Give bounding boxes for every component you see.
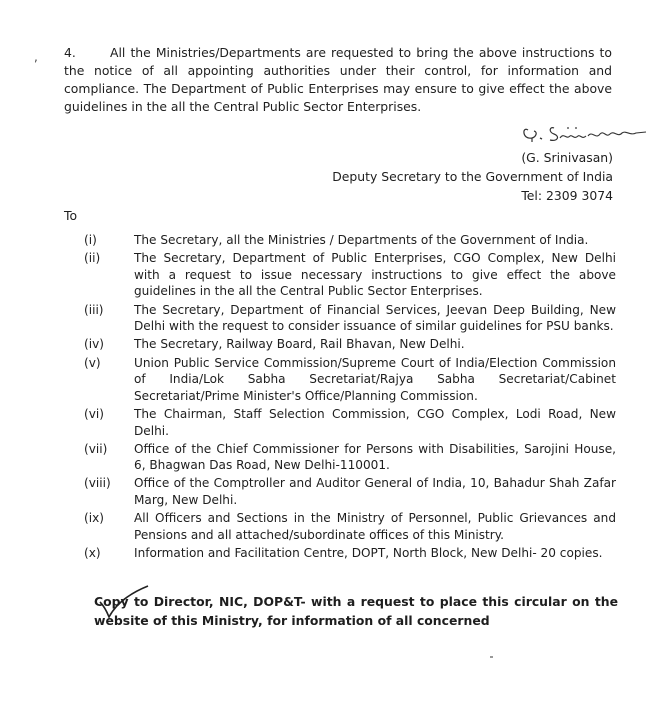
stray-mark: , xyxy=(34,50,38,64)
item-text: The Secretary, Department of Public Enterprises, CGO Complex, New Delhi with a request to issue necessary instructions to give effect the above guidelines in the all the Central Public Sector Enterprises. xyxy=(134,251,616,299)
item-number: (x) xyxy=(84,546,101,561)
list-item xyxy=(84,441,616,474)
signatory-tel: Tel: 2309 3074 xyxy=(521,188,613,203)
item-number: (ix) xyxy=(84,511,104,526)
item-number: (i) xyxy=(84,233,97,247)
item-text: Office of the Chief Commissioner for Persons with Disabilities, Sarojini House, 6, Bhagwan Das Road, New Delhi-110001. xyxy=(134,441,616,473)
item-text: Information and Facilitation Centre, DOPT, North Block, New Delhi- 20 copies. xyxy=(134,546,603,561)
list-item xyxy=(84,475,616,508)
item-number: (viii) xyxy=(84,476,111,491)
item-text: The Chairman, Staff Selection Commission, CGO Complex, Lodi Road, New Delhi. xyxy=(134,406,616,438)
paragraph-number: 4. xyxy=(64,45,76,60)
item-text: Union Public Service Commission/Supreme Court of India/Election Commission of India/Lok Sabha Secretariat/Rajya Sabha Secretariat/Cabinet Secretariat/Prime Minister's Office/Planning Commission. xyxy=(134,355,616,403)
copy-note: Copy to Director, NIC, DOP&T- with a request to place this circular on the website of this Ministry, for information of all concerned xyxy=(94,594,618,628)
item-text: Office of the Comptroller and Auditor General of India, 10, Bahadur Shah Zafar Marg, New Delhi. xyxy=(134,476,616,508)
list-item xyxy=(84,545,616,562)
recipient-list xyxy=(84,232,616,563)
signatory-designation: Deputy Secretary to the Government of India xyxy=(332,169,613,184)
item-text: All Officers and Sections in the Ministry of Personnel, Public Grievances and Pensions and all attached/subordinate offices of this Ministry. xyxy=(134,511,616,542)
item-number: (vi) xyxy=(84,406,104,421)
list-item xyxy=(84,510,616,543)
list-item xyxy=(84,250,616,300)
item-number: (v) xyxy=(84,355,101,370)
paragraph-text: All the Ministries/Departments are requested to bring the above instructions to the notice of all appointing authorities under their control, for information and compliance. The Department of Public Enterprises may ensure to give effect the above guidelines in the all the Central Public Sector Enterprises. xyxy=(64,45,612,114)
item-text: The Secretary, all the Ministries / Departments of the Government of India. xyxy=(134,233,589,247)
item-text: The Secretary, Department of Financial Services, Jeevan Deep Building, New Delhi with the request to consider issuance of similar guidelines for PSU banks. xyxy=(134,302,616,334)
to-label: To xyxy=(64,208,78,223)
signature-block xyxy=(332,148,613,205)
list-item xyxy=(84,232,616,249)
list-item xyxy=(84,336,616,353)
item-number: (ii) xyxy=(84,251,101,266)
list-item xyxy=(84,406,616,439)
item-text: The Secretary, Railway Board, Rail Bhavan, New Delhi. xyxy=(134,337,465,352)
item-number: (vii) xyxy=(84,441,108,456)
list-item xyxy=(84,302,616,335)
item-number: (iii) xyxy=(84,302,104,317)
stray-dot xyxy=(490,656,493,658)
signatory-name: (G. Srinivasan) xyxy=(521,150,613,165)
list-item xyxy=(84,355,616,405)
paragraph-4 xyxy=(64,44,612,116)
item-number: (iv) xyxy=(84,337,104,352)
handwritten-signature xyxy=(520,118,650,148)
